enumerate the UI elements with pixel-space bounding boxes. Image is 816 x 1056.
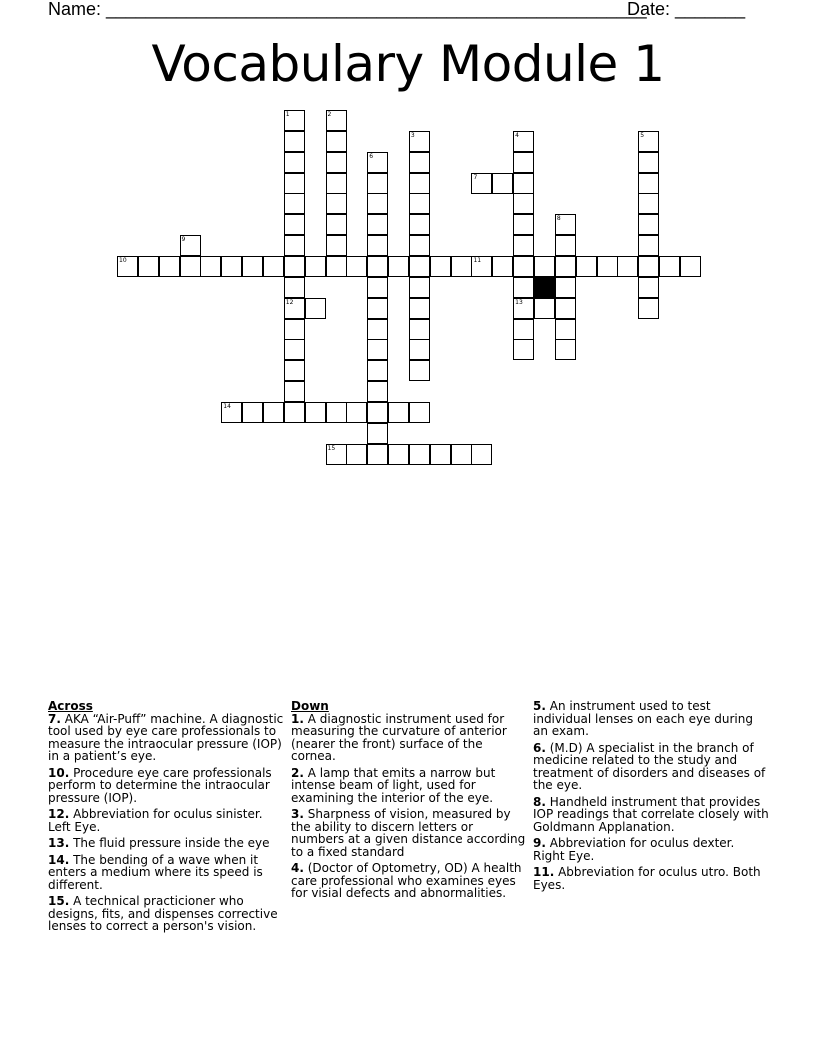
crossword-cell[interactable] [534, 298, 555, 319]
crossword-cell[interactable] [367, 235, 388, 256]
clue-item-text: A lamp that emits a narrow but intense beam of light, used for examining the interior of the eye. [291, 765, 496, 805]
crossword-cell[interactable] [409, 256, 430, 277]
crossword-cell[interactable] [367, 173, 388, 194]
crossword-cell[interactable] [242, 256, 263, 277]
crossword-cell[interactable] [513, 131, 534, 152]
crossword-cell[interactable] [492, 173, 513, 194]
crossword-cell[interactable] [326, 173, 347, 194]
crossword-cell[interactable] [513, 173, 534, 194]
crossword-cell[interactable] [430, 444, 451, 465]
crossword-cell[interactable] [409, 173, 430, 194]
crossword-cell[interactable] [555, 298, 576, 319]
clue-item [533, 866, 769, 891]
crossword-cell[interactable] [367, 360, 388, 381]
clue-item-number: 10. [48, 765, 70, 780]
crossword-cell[interactable] [638, 298, 659, 319]
crossword-cell[interactable] [638, 214, 659, 235]
crossword-cell[interactable] [284, 193, 305, 214]
crossword-cell[interactable] [409, 214, 430, 235]
clue-number: 13 [515, 298, 523, 306]
crossword-cell[interactable] [513, 193, 534, 214]
crossword-cell[interactable] [346, 444, 367, 465]
crossword-cell[interactable] [284, 319, 305, 340]
crossword-cell[interactable] [638, 235, 659, 256]
clue-item-text: The bending of a wave when it enters a medium where its speed is different. [48, 852, 263, 892]
clue-item-number: 2. [291, 765, 304, 780]
clue-item-number: 12. [48, 807, 70, 821]
clue-number: 6 [369, 152, 374, 160]
crossword-cell[interactable] [513, 256, 534, 277]
crossword-cell[interactable] [409, 339, 430, 360]
clue-item [533, 742, 769, 792]
crossword-cell[interactable] [513, 152, 534, 173]
clue-item-text: Abbreviation for oculus dexter. Right Eye. [533, 836, 735, 863]
crossword-cell[interactable] [659, 256, 680, 277]
crossword-cell[interactable] [555, 235, 576, 256]
crossword-cell[interactable] [284, 402, 305, 423]
crossword-cell[interactable] [513, 277, 534, 298]
crossword-cell[interactable] [638, 131, 659, 152]
clue-item-text: Abbreviation for oculus sinister. Left Eye. [48, 807, 263, 834]
clue-item [48, 854, 284, 892]
crossword-cell[interactable] [409, 131, 430, 152]
crossword-cell[interactable] [367, 256, 388, 277]
crossword-cell[interactable] [138, 256, 159, 277]
crossword-cell[interactable] [242, 402, 263, 423]
crossword-cell[interactable] [305, 298, 326, 319]
clue-item-number: 6. [533, 740, 546, 755]
crossword-cell[interactable] [638, 173, 659, 194]
clue-item-text: Sharpness of vision, measured by the ability to discern letters or numbers at a given distance according to a fixed standard [291, 807, 526, 859]
crossword-cell[interactable] [513, 214, 534, 235]
crossword-cell[interactable] [305, 256, 326, 277]
crossword-cell[interactable] [263, 402, 284, 423]
crossword-cell[interactable] [492, 256, 513, 277]
clue-number: 4 [515, 131, 519, 139]
crossword-cell[interactable] [367, 298, 388, 319]
crossword-cell[interactable] [388, 444, 409, 465]
across-heading: Across [48, 699, 93, 713]
clue-item-text: Abbreviation for oculus utro. Both Eyes. [533, 865, 761, 892]
page-title: Vocabulary Module 1 [151, 35, 665, 93]
across-clues [48, 700, 284, 937]
clue-item [291, 862, 527, 900]
crossword-cell[interactable] [180, 235, 201, 256]
clue-item-text: Handheld instrument that provides IOP readings that correlate closely with Goldmann Applanation. [533, 794, 769, 834]
crossword-cell[interactable] [597, 256, 618, 277]
crossword-cell[interactable] [388, 256, 409, 277]
clue-number: 5 [640, 131, 645, 139]
crossword-cell[interactable] [513, 319, 534, 340]
clue-number: 1 [285, 111, 290, 118]
crossword-black-cell [534, 277, 555, 298]
clue-item-number: 9. [533, 836, 546, 850]
crossword-cell[interactable] [346, 256, 367, 277]
clue-number: 2 [327, 111, 332, 118]
clue-item-text: AKA “Air-Puff” machine. A diagnostic tool used by eye care professionals to measure the intraocular pressure (IOP) in a patient’s eye. [48, 711, 284, 763]
clue-number: 12 [285, 298, 294, 306]
crossword-cell[interactable] [409, 193, 430, 214]
crossword-cell[interactable] [388, 402, 409, 423]
crossword-cell[interactable] [326, 152, 347, 173]
clue-item-text: Procedure eye care professionals perform to determine the intraocular pressure (IOP). [48, 765, 272, 805]
crossword-cell[interactable] [451, 444, 472, 465]
crossword-cell[interactable] [284, 235, 305, 256]
clue-number: 10 [119, 256, 127, 264]
crossword-cell[interactable] [513, 298, 534, 319]
down-clues-continued [533, 700, 769, 895]
crossword-cell[interactable] [409, 360, 430, 381]
name-field-label: Name: ______________________________________________________ [48, 0, 647, 19]
clue-item-number: 8. [533, 794, 546, 809]
clue-number: 11 [473, 256, 482, 264]
crossword-cell[interactable] [346, 402, 367, 423]
clue-item [291, 713, 527, 763]
clue-item-text: (Doctor of Optometry, OD) A health care professional who examines eyes for visial defects and abnormalities. [291, 861, 522, 900]
clue-item [533, 837, 769, 862]
clue-item-number: 11. [533, 865, 555, 879]
crossword-cell[interactable] [367, 277, 388, 298]
crossword-cell[interactable] [409, 152, 430, 173]
crossword-cell[interactable] [471, 256, 492, 277]
clue-number: 8 [556, 215, 561, 223]
crossword-cell[interactable] [221, 402, 242, 423]
crossword-cell[interactable] [367, 339, 388, 360]
crossword-cell[interactable] [638, 193, 659, 214]
crossword-cell[interactable] [471, 173, 492, 194]
crossword-cell[interactable] [367, 152, 388, 173]
crossword-cell[interactable] [409, 444, 430, 465]
crossword-cell[interactable] [555, 339, 576, 360]
crossword-cell[interactable] [638, 277, 659, 298]
crossword-cell[interactable] [284, 173, 305, 194]
clue-item-text: An instrument used to test individual lenses on each eye during an exam. [533, 699, 753, 738]
crossword-cell[interactable] [555, 214, 576, 235]
crossword-cell[interactable] [555, 256, 576, 277]
clue-number: 9 [181, 236, 186, 244]
crossword-cell[interactable] [284, 360, 305, 381]
clue-item-number: 13. [48, 836, 70, 850]
crossword-cell[interactable] [284, 381, 305, 402]
crossword-cell[interactable] [680, 256, 701, 277]
clue-item-number: 5. [533, 699, 546, 713]
clue-item [48, 837, 284, 850]
crossword-cell[interactable] [617, 256, 638, 277]
crossword-cell[interactable] [638, 152, 659, 173]
clue-number: 14 [223, 402, 231, 410]
crossword-cell[interactable] [326, 131, 347, 152]
clue-item [533, 796, 769, 834]
clue-item-text: A diagnostic instrument used for measuring the curvature of anterior (nearer the front) surface of the cornea. [291, 711, 507, 763]
crossword-cell[interactable] [284, 214, 305, 235]
crossword-cell[interactable] [305, 402, 326, 423]
crossword-cell[interactable] [513, 339, 534, 360]
crossword-cell[interactable] [117, 256, 138, 277]
crossword-cell[interactable] [326, 235, 347, 256]
crossword-cell[interactable] [409, 298, 430, 319]
clue-item [48, 713, 284, 763]
crossword-cell[interactable] [284, 339, 305, 360]
crossword-cell[interactable] [326, 193, 347, 214]
clue-item [291, 767, 527, 805]
crossword-cell[interactable] [555, 319, 576, 340]
crossword-cell[interactable] [451, 256, 472, 277]
crossword-cell[interactable] [326, 110, 347, 131]
crossword-cell[interactable] [326, 214, 347, 235]
clue-number: 7 [473, 173, 478, 181]
crossword-cell[interactable] [430, 256, 451, 277]
crossword-cell[interactable] [367, 444, 388, 465]
clue-item [48, 808, 284, 833]
crossword-cell[interactable] [409, 319, 430, 340]
crossword-cell[interactable] [367, 402, 388, 423]
clue-item [533, 700, 769, 738]
clue-number: 15 [327, 444, 336, 452]
clue-item-number: 4. [291, 861, 304, 875]
crossword-grid [0, 0, 816, 480]
crossword-cell[interactable] [367, 214, 388, 235]
crossword-cell[interactable] [284, 277, 305, 298]
crossword-cell[interactable] [409, 402, 430, 423]
clue-item-number: 7. [48, 711, 61, 726]
crossword-cell[interactable] [409, 235, 430, 256]
crossword-cell[interactable] [409, 277, 430, 298]
down-clues [291, 700, 527, 904]
crossword-cell[interactable] [367, 423, 388, 444]
date-field-label: Date: _______ [627, 0, 746, 19]
crossword-cell[interactable] [326, 402, 347, 423]
crossword-cell[interactable] [284, 131, 305, 152]
crossword-cell[interactable] [555, 277, 576, 298]
crossword-cell[interactable] [367, 381, 388, 402]
crossword-cell[interactable] [367, 319, 388, 340]
crossword-cell[interactable] [638, 256, 659, 277]
clue-item-text: (M.D) A specialist in the branch of medicine related to the study and treatment of disorders and diseases of the eye. [533, 740, 766, 792]
crossword-cell[interactable] [200, 256, 221, 277]
clue-number: 3 [410, 131, 415, 139]
crossword-cell[interactable] [513, 235, 534, 256]
crossword-cell[interactable] [180, 256, 201, 277]
clue-item-number: 14. [48, 852, 70, 867]
clue-item [291, 808, 527, 858]
crossword-cell[interactable] [159, 256, 180, 277]
crossword-cell[interactable] [263, 256, 284, 277]
clue-item-text: A technical practicioner who designs, fits, and dispenses corrective lenses to correct a person's vision. [48, 894, 278, 933]
clue-item [48, 895, 284, 933]
crossword-cell[interactable] [326, 256, 347, 277]
crossword-cell[interactable] [284, 256, 305, 277]
clue-item-number: 15. [48, 894, 70, 908]
crossword-cell[interactable] [367, 193, 388, 214]
crossword-cell[interactable] [284, 152, 305, 173]
crossword-cell[interactable] [534, 256, 555, 277]
down-heading: Down [291, 699, 329, 713]
crossword-cell[interactable] [284, 110, 305, 131]
clue-item-number: 3. [291, 807, 304, 821]
crossword-cell[interactable] [576, 256, 597, 277]
clue-item-text: The fluid pressure inside the eye [69, 836, 270, 850]
clue-item [48, 767, 284, 805]
crossword-cell[interactable] [471, 444, 492, 465]
crossword-cell[interactable] [326, 444, 347, 465]
crossword-cell[interactable] [221, 256, 242, 277]
crossword-cell[interactable] [284, 298, 305, 319]
clue-item-number: 1. [291, 711, 304, 726]
